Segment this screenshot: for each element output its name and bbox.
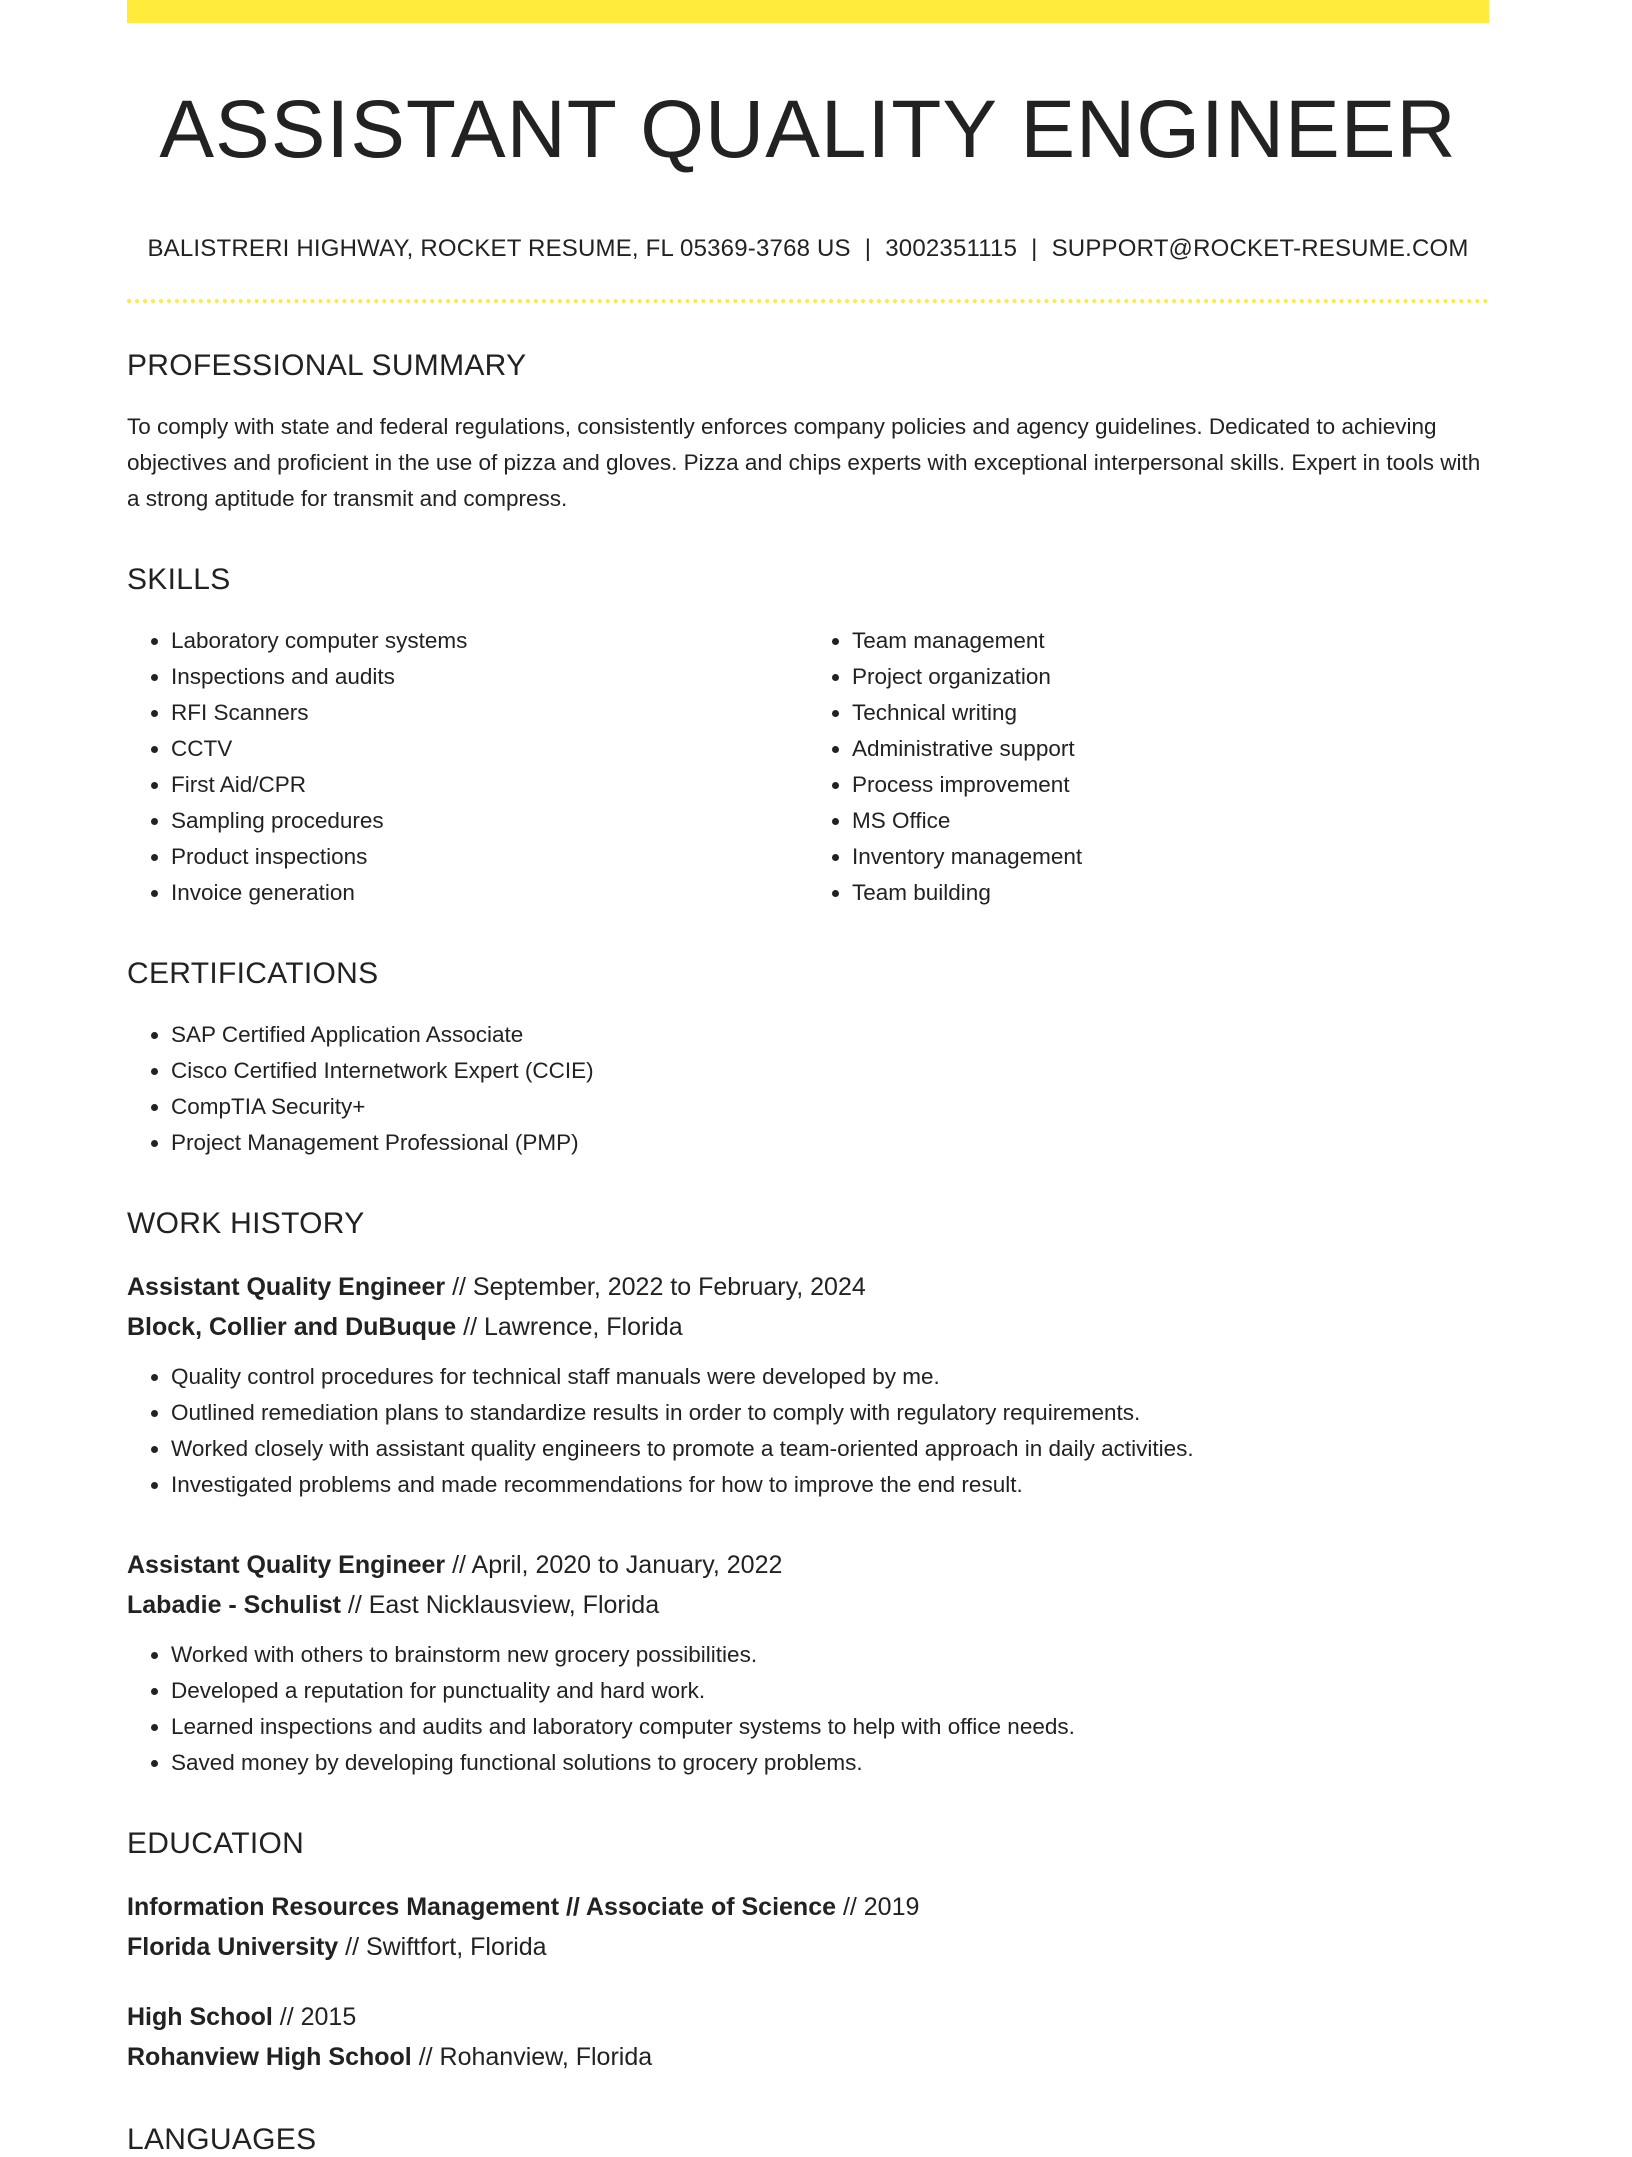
job-title-line bbox=[127, 1267, 1489, 1307]
certification-item: • CompTIA Security+ bbox=[171, 1089, 1489, 1125]
education-year: // 2019 bbox=[836, 1893, 920, 1922]
job-company: Block, Collier and DuBuque bbox=[127, 1313, 457, 1342]
skill-item: • First Aid/CPR bbox=[171, 767, 808, 803]
job-dates: // April, 2020 to January, 2022 bbox=[445, 1551, 783, 1580]
job-role: Assistant Quality Engineer bbox=[127, 1551, 446, 1580]
job-bullet: • Worked with others to brainstorm new grocery possibilities. bbox=[171, 1637, 1489, 1673]
skill-item: • Process improvement bbox=[852, 767, 1489, 803]
certification-item: • Cisco Certified Internetwork Expert (CCIE) bbox=[171, 1053, 1489, 1089]
contact-line bbox=[127, 235, 1489, 263]
skill-item: • Inspections and audits bbox=[171, 659, 808, 695]
job-bullet: • Learned inspections and audits and laboratory computer systems to help with office needs. bbox=[171, 1709, 1489, 1745]
job-bullet: • Saved money by developing functional solutions to grocery problems. bbox=[171, 1745, 1489, 1781]
skill-item: • CCTV bbox=[171, 731, 808, 767]
contact-phone: 3002351115 bbox=[885, 235, 1018, 263]
skill-item: • Project organization bbox=[852, 659, 1489, 695]
job-location: // East Nicklausview, Florida bbox=[340, 1591, 660, 1620]
education-year: // 2015 bbox=[272, 2003, 357, 2032]
job-company: Labadie - Schulist bbox=[127, 1591, 341, 1620]
job-company-line bbox=[127, 1307, 1489, 1347]
section-heading-certifications: CERTIFICATIONS bbox=[127, 957, 379, 991]
skill-item: • Invoice generation bbox=[171, 875, 808, 911]
summary-text: To comply with state and federal regulations, consistently enforces company policies and agency guidelines. Dedicated to achieving objectives and proficient in the use of pizza and gloves. Pizza and chips experts with exceptional interpersonal skills. Expert in tools with a strong aptitude for transmit and compress. bbox=[127, 414, 1481, 512]
dotted-divider bbox=[127, 299, 1489, 303]
section-heading-languages: LANGUAGES bbox=[127, 2123, 317, 2157]
section-heading-skills: SKILLS bbox=[127, 563, 231, 597]
summary-section bbox=[127, 349, 1489, 517]
education-entry bbox=[127, 1887, 1489, 1967]
work-history-section bbox=[127, 1207, 1489, 1781]
job-entry bbox=[127, 1267, 1489, 1503]
education-school: Rohanview High School bbox=[127, 2043, 412, 2072]
contact-separator: | bbox=[864, 235, 872, 263]
education-section bbox=[127, 1827, 1489, 2077]
education-degree-line bbox=[127, 1997, 1489, 2037]
skill-item: • Product inspections bbox=[171, 839, 808, 875]
education-school: Florida University bbox=[127, 1933, 339, 1962]
section-heading-work-history: WORK HISTORY bbox=[127, 1207, 365, 1241]
accent-top-bar bbox=[127, 0, 1489, 23]
certification-item: • SAP Certified Application Associate bbox=[171, 1017, 1489, 1053]
resume-content bbox=[127, 23, 1489, 2157]
section-heading-education: EDUCATION bbox=[127, 1827, 305, 1861]
skill-item: • Inventory management bbox=[852, 839, 1489, 875]
skills-columns bbox=[127, 623, 1489, 911]
skill-item: • Administrative support bbox=[852, 731, 1489, 767]
contact-address: BALISTRERI HIGHWAY, ROCKET RESUME, FL 05369-3768 US bbox=[147, 235, 851, 263]
skills-section bbox=[127, 563, 1489, 911]
job-bullet: • Outlined remediation plans to standardize results in order to comply with regulatory requirements. bbox=[171, 1395, 1489, 1431]
education-school-line bbox=[127, 1927, 1489, 1967]
certification-item: • Project Management Professional (PMP) bbox=[171, 1125, 1489, 1161]
skill-item: • Sampling procedures bbox=[171, 803, 808, 839]
education-school-line bbox=[127, 2037, 1489, 2077]
skills-list-left bbox=[127, 623, 808, 911]
certifications-list bbox=[127, 1017, 1489, 1161]
job-bullets bbox=[127, 1637, 1489, 1781]
skill-item: • MS Office bbox=[852, 803, 1489, 839]
contact-separator: | bbox=[1031, 235, 1038, 263]
job-bullet: • Worked closely with assistant quality engineers to promote a team-oriented approach in daily activities. bbox=[171, 1431, 1489, 1467]
job-company-line bbox=[127, 1585, 1489, 1625]
candidate-title: ASSISTANT QUALITY ENGINEER bbox=[159, 84, 1457, 175]
languages-section bbox=[127, 2123, 1489, 2157]
job-bullets bbox=[127, 1359, 1489, 1503]
job-bullet: • Investigated problems and made recommendations for how to improve the end result. bbox=[171, 1467, 1489, 1503]
job-title-line bbox=[127, 1545, 1489, 1585]
job-role: Assistant Quality Engineer bbox=[127, 1273, 446, 1302]
job-bullet: • Developed a reputation for punctuality and hard work. bbox=[171, 1673, 1489, 1709]
skill-item: • Technical writing bbox=[852, 695, 1489, 731]
job-dates: // September, 2022 to February, 2024 bbox=[445, 1273, 866, 1302]
skill-item: • Team building bbox=[852, 875, 1489, 911]
skills-list-right bbox=[808, 623, 1489, 911]
skill-item: • RFI Scanners bbox=[171, 695, 808, 731]
skill-item: • Laboratory computer systems bbox=[171, 623, 808, 659]
education-location: // Swiftfort, Florida bbox=[338, 1933, 547, 1962]
job-entry bbox=[127, 1545, 1489, 1781]
education-degree: Information Resources Management // Associate of Science bbox=[127, 1893, 836, 1922]
education-location: // Rohanview, Florida bbox=[411, 2043, 653, 2072]
education-entry bbox=[127, 1997, 1489, 2077]
skill-item: • Team management bbox=[852, 623, 1489, 659]
education-degree: High School bbox=[127, 2003, 273, 2032]
certifications-section bbox=[127, 957, 1489, 1161]
education-degree-line bbox=[127, 1887, 1489, 1927]
job-location: // Lawrence, Florida bbox=[456, 1313, 683, 1342]
contact-email: SUPPORT@ROCKET-RESUME.COM bbox=[1051, 235, 1469, 263]
section-heading-summary: PROFESSIONAL SUMMARY bbox=[127, 349, 527, 383]
job-bullet: • Quality control procedures for technical staff manuals were developed by me. bbox=[171, 1359, 1489, 1395]
